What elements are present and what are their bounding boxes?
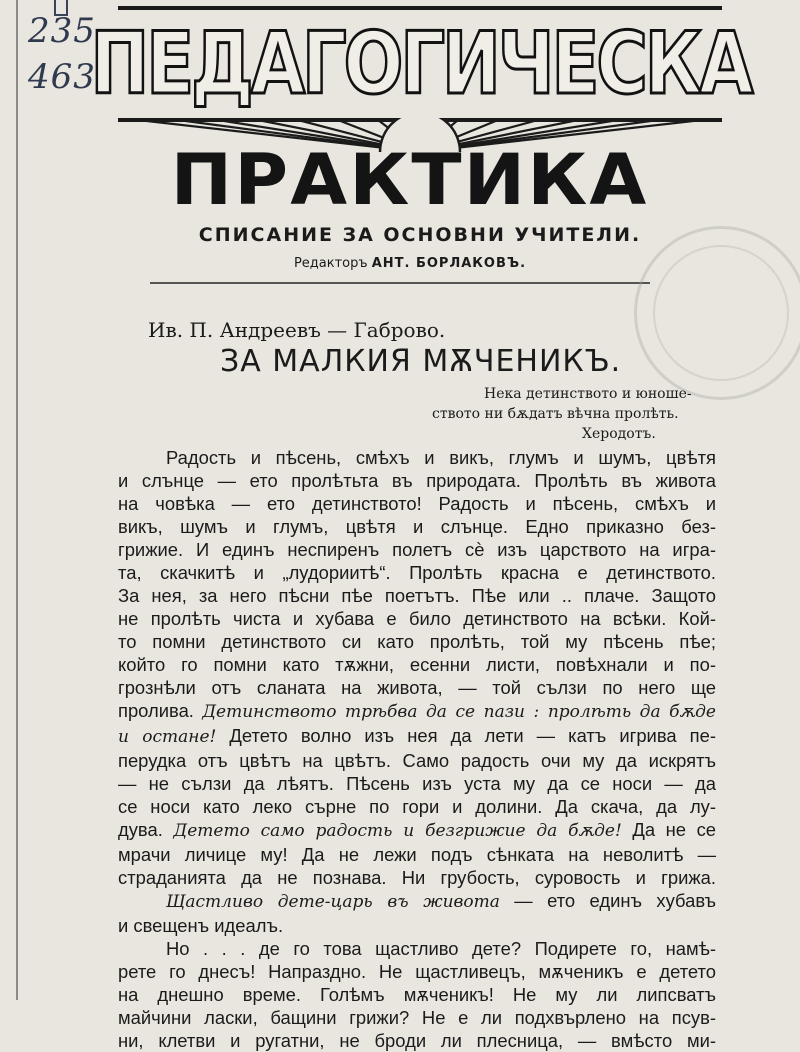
article-author: Ив. П. Андреевъ — Габрово.: [148, 318, 446, 342]
editor-name: АНТ. БОРЛАКОВЪ.: [371, 256, 527, 271]
emphasized-text: Детинството трѣбва да се пази : пролѣть да бѫде: [202, 702, 716, 722]
article-title: ЗА МАЛКИЯ МѪЧЕНИКЪ.: [220, 344, 622, 379]
body-line: на днешно време. Голѣмъ мѫченикъ! Не му ли липсватъ: [118, 984, 716, 1005]
body-line: перудка отъ цвѣтъ на цвѣтъ. Само радость очи му да искрятъ: [118, 750, 716, 771]
page-margin-line: [16, 0, 18, 1000]
editor-line: [260, 256, 560, 271]
epigraph-attribution: Херодотъ.: [582, 426, 656, 442]
epigraph-line: ството ни бѫдатъ вѣчна пролѣть.: [432, 406, 679, 422]
body-line: Радость и пѣсень, смѣхъ и викъ, глумъ и шумъ, цвѣтя: [166, 447, 716, 468]
body-line: не пролѣть чиста и хубава е било детинството на всѣки. Кой-: [118, 608, 716, 629]
body-line: рете го днесъ! Напраздно. Не щастливецъ, мѫченикъ е детето: [118, 961, 716, 982]
epigraph-line: Нека детинството и юноше-: [484, 386, 692, 402]
epigraph: [432, 384, 732, 444]
emphasized-text: и остане!: [118, 727, 217, 747]
masthead-title: [90, 6, 750, 122]
emphasized-text: Детето само радость и безгрижие да бѫде!: [173, 821, 622, 841]
body-line: грижие. И единъ неспиренъ полетъ сѐ изъ царството на игра-: [118, 539, 716, 560]
body-line: страданията да не познава. Ни грубость, суровость и грижа.: [118, 867, 716, 888]
journal-title: ПЕДАГОГИЧЕСКА: [90, 14, 750, 114]
header-divider: [150, 282, 650, 284]
body-line: викъ, шумъ и глумъ, цвѣтя и слънце. Едно приказно без-: [118, 516, 716, 537]
body-line: и остане! Детето волно изъ нея да лети — катъ игрива пе-: [118, 725, 716, 747]
article-body: [118, 446, 716, 1052]
body-line: мрачи личице му! Да не лежи подъ сѣнката на неволитѣ —: [118, 844, 716, 865]
masthead-subtitle: [150, 136, 670, 224]
body-line: грознѣли отъ сланата на живота, — той сълзи по него ще: [118, 677, 716, 698]
emphasized-text: Щастливо дете-царь въ живота: [166, 892, 500, 912]
archive-number-bottom: 463: [28, 57, 96, 97]
body-line: Но . . . де го това щастливо дете? Подирете го, намѣ-: [166, 938, 716, 959]
body-line: — не сълзи да лѣятъ. Пѣсень изъ уста му да се носи — да: [118, 773, 716, 794]
journal-tagline: СПИСАНИЕ ЗА ОСНОВНИ УЧИТЕЛИ.: [198, 224, 642, 246]
body-line: майчини ласки, бащини грижи? Не е ли подхвърлено на псув-: [118, 1007, 716, 1028]
body-line: Щастливо дете-царь въ живота — ето единъ хубавъ: [166, 890, 716, 912]
body-line: който го помни като тѫжни, есенни листи, повѣхнали и по-: [118, 654, 716, 675]
body-line: ни, клетви и ругатни, не броди ли плесница, — вмѣсто ми-: [118, 1030, 716, 1051]
body-line: и свещенъ идеалъ.: [118, 915, 284, 936]
editor-label: Редакторъ: [293, 256, 368, 271]
body-line: За нея, за него пѣсни пѣе поетътъ. Пѣе или .. плаче. Защото: [118, 585, 716, 606]
body-line: дува. Детето само радость и безгрижие да бѫде! Да не се: [118, 819, 716, 841]
body-line: се носи като леко сърне по гори и долини. Да скача, да лу-: [118, 796, 716, 817]
archive-number-top: 235: [28, 11, 96, 51]
body-line: та, скачкитѣ и „лудориитѣ“. Пролѣть красна е детинството.: [118, 562, 716, 583]
library-stamp: [634, 226, 800, 400]
journal-subtitle: ПРАКТИКА: [171, 139, 649, 221]
body-line: на човѣка — ето детинството! Радость и пѣсень, смѣхъ и: [118, 493, 716, 514]
body-line: и слънце — ето пролѣтьта въ природата. Пролѣть въ живота: [118, 470, 716, 491]
body-line: пролива. Детинството трѣбва да се пази : пролѣть да бѫде: [118, 700, 716, 722]
body-line: то помни детинството си като пролѣть, той му пѣсень пѣе;: [118, 631, 716, 652]
